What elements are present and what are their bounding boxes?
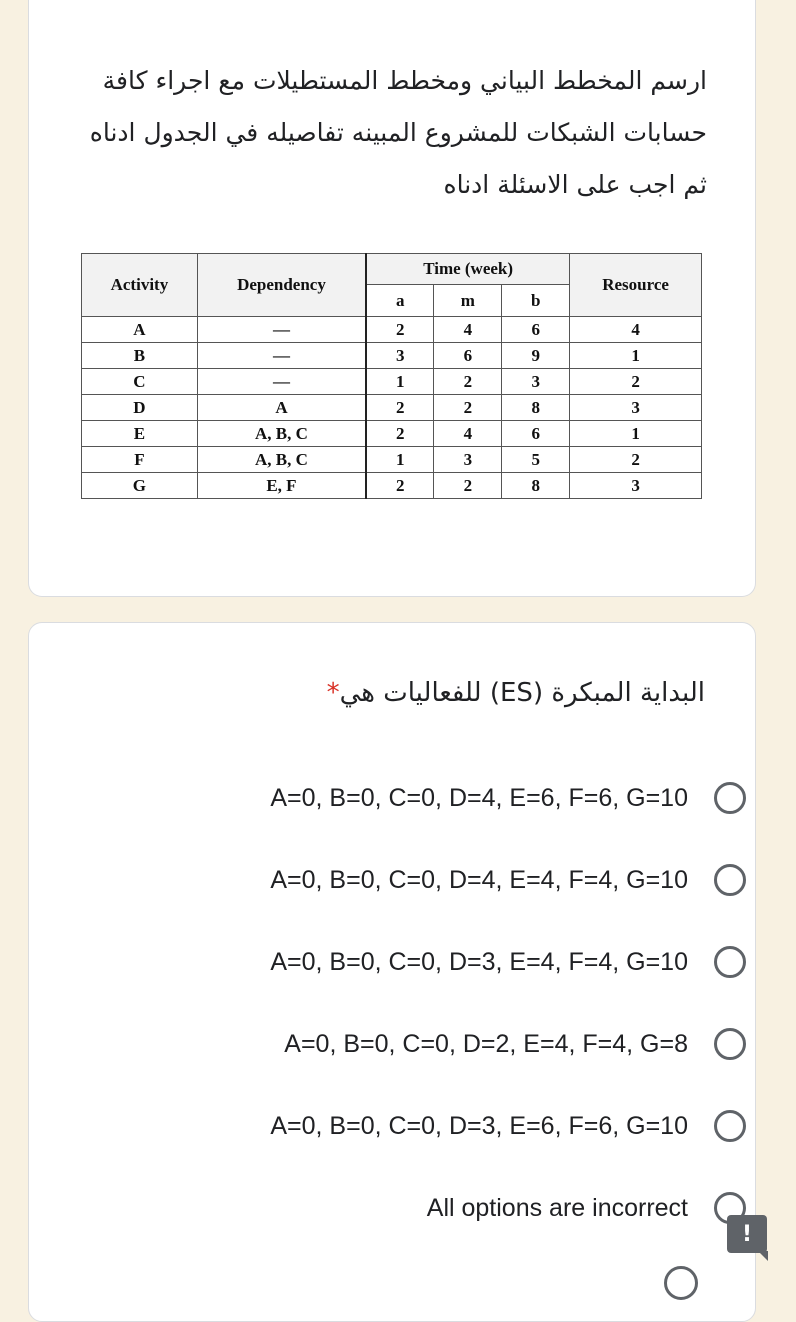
cell-activity: E bbox=[82, 421, 198, 447]
cell-m: 4 bbox=[434, 317, 502, 343]
activity-table-image bbox=[81, 253, 702, 499]
question-2-title bbox=[319, 678, 705, 708]
cell-a: 1 bbox=[366, 447, 434, 473]
cell-b: 9 bbox=[502, 343, 570, 369]
next-option-radio-partial[interactable] bbox=[664, 1266, 698, 1300]
cell-b: 8 bbox=[502, 473, 570, 499]
table-row bbox=[82, 447, 702, 473]
cell-dependency: — bbox=[197, 317, 366, 343]
cell-activity: B bbox=[82, 343, 198, 369]
cell-resource: 4 bbox=[570, 317, 702, 343]
option-label: All options are incorrect bbox=[426, 1193, 688, 1222]
radio-button[interactable] bbox=[714, 864, 746, 896]
option-2[interactable] bbox=[270, 860, 746, 900]
cell-m: 2 bbox=[434, 473, 502, 499]
cell-dependency: E, F bbox=[197, 473, 366, 499]
cell-resource: 2 bbox=[570, 369, 702, 395]
table-row bbox=[82, 317, 702, 343]
cell-resource: 3 bbox=[570, 395, 702, 421]
option-4[interactable] bbox=[284, 1024, 746, 1064]
header-m: m bbox=[434, 285, 502, 317]
option-label: A=0, B=0, C=0, D=3, E=6, F=6, G=10 bbox=[270, 1111, 688, 1140]
header-resource: Resource bbox=[570, 254, 702, 317]
cell-activity: A bbox=[82, 317, 198, 343]
cell-dependency: A bbox=[197, 395, 366, 421]
cell-b: 5 bbox=[502, 447, 570, 473]
cell-resource: 1 bbox=[570, 343, 702, 369]
cell-a: 2 bbox=[366, 421, 434, 447]
table-row bbox=[82, 421, 702, 447]
radio-button[interactable] bbox=[714, 782, 746, 814]
header-dependency: Dependency bbox=[197, 254, 366, 317]
cell-a: 2 bbox=[366, 395, 434, 421]
radio-button[interactable] bbox=[714, 1110, 746, 1142]
question-2-text: البداية المبكرة (ES) للفعاليات هي bbox=[339, 678, 705, 708]
header-a: a bbox=[366, 285, 434, 317]
header-b: b bbox=[502, 285, 570, 317]
option-label: A=0, B=0, C=0, D=4, E=6, F=6, G=10 bbox=[270, 783, 688, 812]
question-1-text: ارسم المخطط البياني ومخطط المستطيلات مع اجراء كافة حسابات الشبكات للمشروع المبينه تفاصيله في الجدول ادناه ثم اجب على الاسئلة ادناه bbox=[89, 66, 707, 199]
cell-b: 8 bbox=[502, 395, 570, 421]
option-label: A=0, B=0, C=0, D=4, E=4, F=4, G=10 bbox=[270, 865, 688, 894]
radio-button[interactable] bbox=[714, 1028, 746, 1060]
cell-b: 6 bbox=[502, 317, 570, 343]
cell-dependency: A, B, C bbox=[197, 421, 366, 447]
option-label: A=0, B=0, C=0, D=2, E=4, F=4, G=8 bbox=[284, 1029, 688, 1058]
cell-a: 2 bbox=[366, 473, 434, 499]
cell-resource: 1 bbox=[570, 421, 702, 447]
option-1[interactable] bbox=[270, 778, 746, 818]
cell-activity: C bbox=[82, 369, 198, 395]
cell-resource: 2 bbox=[570, 447, 702, 473]
report-feedback-button[interactable] bbox=[727, 1215, 767, 1253]
cell-dependency: A, B, C bbox=[197, 447, 366, 473]
exclamation-icon: ! bbox=[741, 1221, 753, 1247]
table-row bbox=[82, 343, 702, 369]
cell-m: 3 bbox=[434, 447, 502, 473]
required-asterisk: * bbox=[326, 678, 340, 708]
cell-a: 1 bbox=[366, 369, 434, 395]
table-row bbox=[82, 473, 702, 499]
option-3[interactable] bbox=[270, 942, 746, 982]
cell-activity: F bbox=[82, 447, 198, 473]
cell-resource: 3 bbox=[570, 473, 702, 499]
cell-m: 2 bbox=[434, 395, 502, 421]
question-card-1 bbox=[28, 0, 756, 597]
cell-b: 6 bbox=[502, 421, 570, 447]
cell-activity: D bbox=[82, 395, 198, 421]
activity-table bbox=[81, 253, 702, 499]
table-row bbox=[82, 369, 702, 395]
header-activity: Activity bbox=[82, 254, 198, 317]
cell-dependency: — bbox=[197, 369, 366, 395]
table-row bbox=[82, 395, 702, 421]
radio-button[interactable] bbox=[714, 946, 746, 978]
option-6[interactable] bbox=[427, 1188, 746, 1228]
cell-m: 4 bbox=[434, 421, 502, 447]
header-time: Time (week) bbox=[366, 254, 570, 285]
cell-dependency: — bbox=[197, 343, 366, 369]
option-5[interactable] bbox=[270, 1106, 746, 1146]
cell-b: 3 bbox=[502, 369, 570, 395]
cell-m: 2 bbox=[434, 369, 502, 395]
cell-a: 2 bbox=[366, 317, 434, 343]
cell-activity: G bbox=[82, 473, 198, 499]
cell-a: 3 bbox=[366, 343, 434, 369]
cell-m: 6 bbox=[434, 343, 502, 369]
option-label: A=0, B=0, C=0, D=3, E=4, F=4, G=10 bbox=[270, 947, 688, 976]
